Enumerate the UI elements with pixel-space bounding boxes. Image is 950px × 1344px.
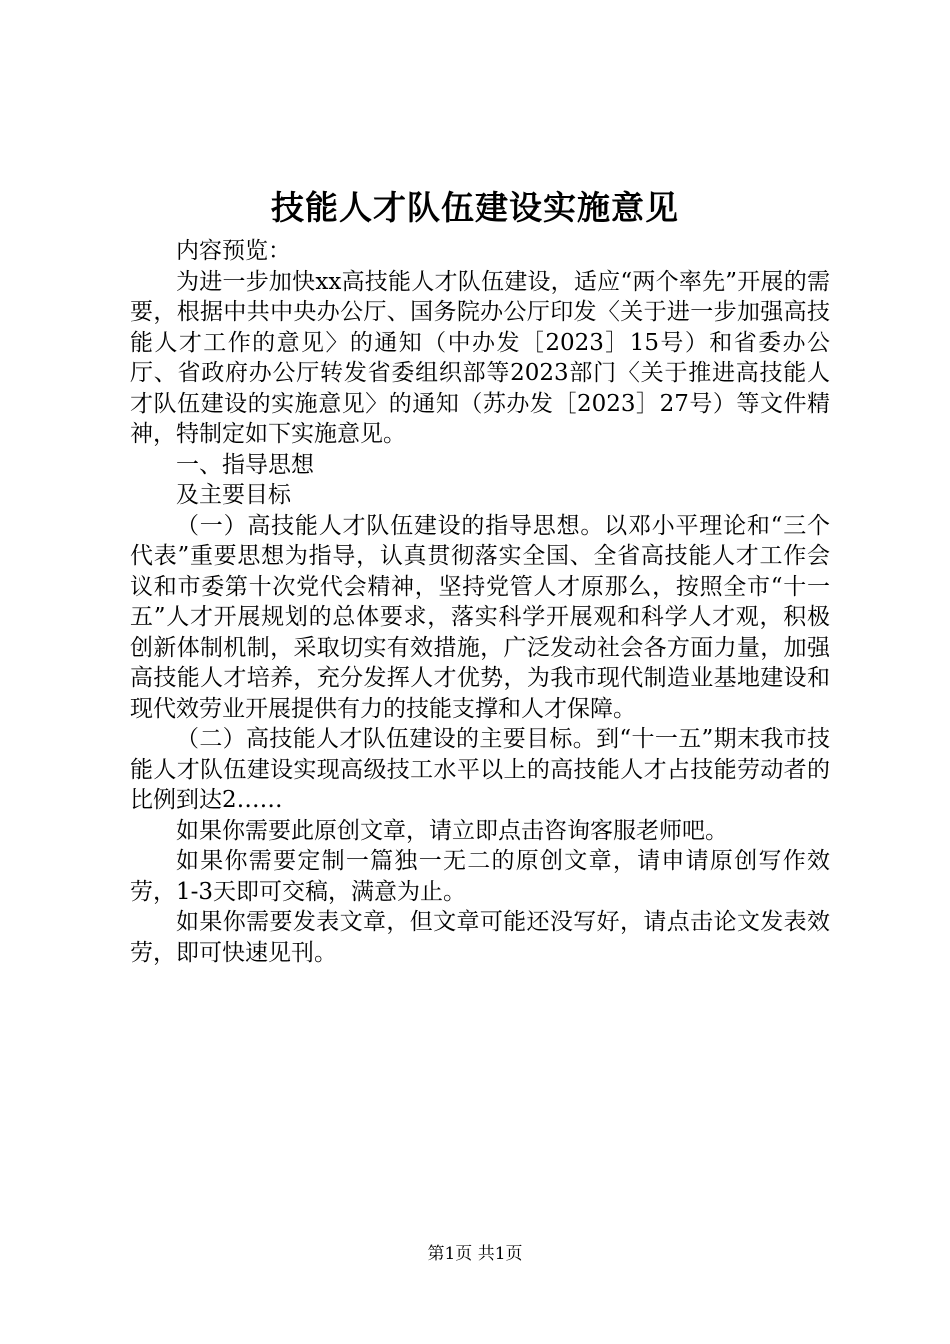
paragraph-intro: 为进一步加快xx高技能人才队伍建设，适应“两个率先”开展的需要，根据中共中央办公厅、国务院办公厅印发〈关于进一步加强高技能人才工作的意见〉的通知（中办发［2023］15号）和省委办公厅、省政府办公厅转发省委组织部等2023部门〈关于推进高技能人才队伍建设的实施意见〉的通知（苏办发［2023］27号）等文件精神，特制定如下实施意见。	[130, 268, 830, 447]
document-title: 技能人才队伍建设实施意见	[271, 188, 679, 227]
paragraph-custom-writing: 如果你需要定制一篇独一无二的原创文章，请申请原创写作效劳，1-3天即可交稿，满意为止。	[130, 848, 830, 905]
paragraph-publish-service: 如果你需要发表文章，但文章可能还没写好，请点击论文发表效劳，即可快速见刊。	[130, 909, 830, 966]
section-heading-guiding-thought: 一、指导思想	[176, 451, 314, 478]
paragraph-consult-service: 如果你需要此原创文章，请立即点击咨询客服老师吧。	[176, 817, 728, 844]
preview-label: 内容预览：	[176, 238, 291, 264]
section-heading-main-goals: 及主要目标	[176, 482, 291, 508]
paragraph-main-goals: （二）高技能人才队伍建设的主要目标。到“十一五”期末我市技能人才队伍建设实现高级技工水平以上的高技能人才占技能劳动者的比例到达2……	[130, 726, 830, 813]
page-number: 第1页 共1页	[427, 1244, 523, 1264]
paragraph-guiding-thought: （一）高技能人才队伍建设的指导思想。以邓小平理论和“三个代表”重要思想为指导，认真贯彻落实全国、全省高技能人才工作会议和市委第十次党代会精神，坚持党管人才原那么，按照全市“十一五”人才开展规划的总体要求，落实科学开展观和科学人才观，积极创新体制机制，采取切实有效措施，广泛发动社会各方面力量，加强高技能人才培养，充分发挥人才优势，为我市现代制造业基地建设和现代效劳业开展提供有力的技能支撑和人才保障。	[130, 512, 830, 722]
document-body	[130, 236, 830, 968]
